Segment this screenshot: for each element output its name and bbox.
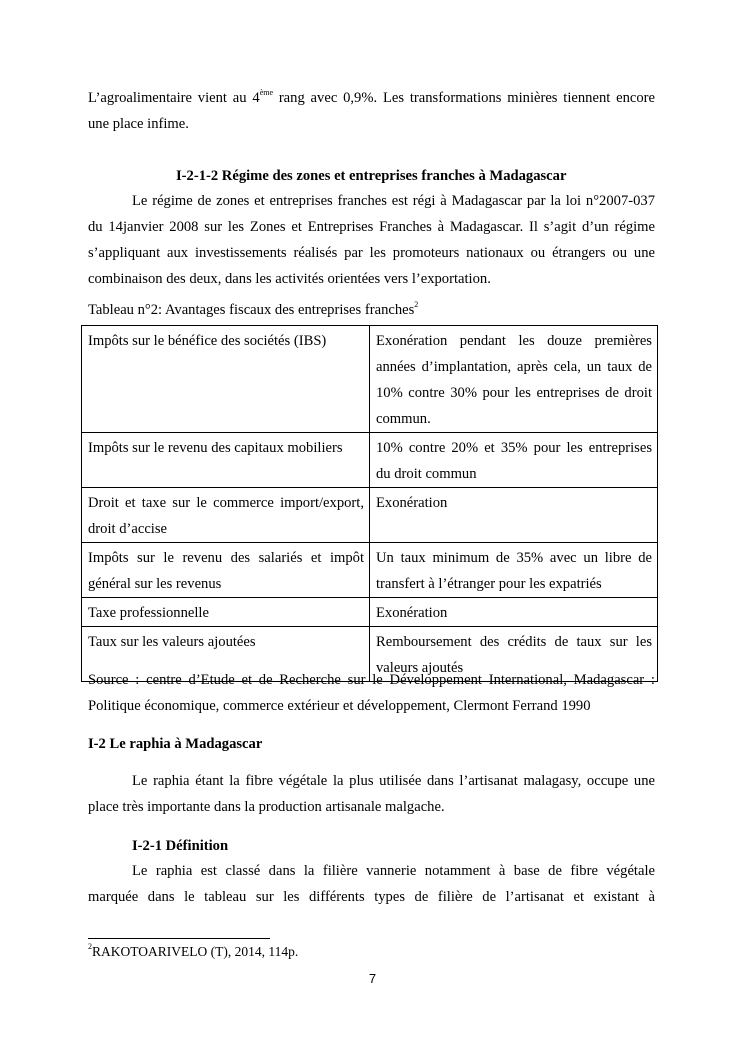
fiscal-advantages-table xyxy=(81,325,658,682)
paragraph-line: combinaison des deux, dans les activités orientées vers l’exportation. xyxy=(88,271,491,287)
paragraph-line: s’appliquant aux investissements réalisés par les promoteurs nationaux ou étrangers ou une xyxy=(88,245,655,261)
table-cell-advantage: Remboursement des crédits de taux sur les valeurs ajoutés xyxy=(370,627,658,682)
table-cell-tax: Impôts sur le revenu des salariés et impôt général sur les revenus xyxy=(82,543,370,598)
footnote-separator xyxy=(88,938,270,939)
table-cell-advantage: Exonération xyxy=(370,598,658,627)
table-caption: Tableau n°2: Avantages fiscaux des entreprises franches$^2$ xyxy=(88,300,419,318)
table-row xyxy=(82,543,658,598)
paragraph-line: Le raphia étant la fibre végétale la plus utilisée dans l’artisanat malagasy, occupe une xyxy=(132,773,655,789)
table-cell-advantage: 10% contre 20% et 35% pour les entreprises du droit commun xyxy=(370,433,658,488)
table-cell-advantage: Exonération pendant les douze premières années d’implantation, après cela, un taux de 10% contre 30% pour les entreprises de droit commun. xyxy=(370,326,658,433)
table-cell-tax: Taxe professionnelle xyxy=(82,598,370,627)
table-cell-advantage: Exonération xyxy=(370,488,658,543)
intro-line-1: L’agroalimentaire vient au 4ème rang avec 0,9%. Les transformations minières tiennent encore xyxy=(88,88,655,106)
table-row xyxy=(82,326,658,433)
paragraph-line: du 14janvier 2008 sur les Zones et Entreprises Franches à Madagascar. Il s’agit d’un régime xyxy=(88,219,655,235)
section-heading-i2: I-2 Le raphia à Madagascar xyxy=(88,736,263,752)
table-cell-tax: Impôts sur le bénéfice des sociétés (IBS) xyxy=(82,326,370,433)
table-cell-tax: Taux sur les valeurs ajoutées xyxy=(82,627,370,682)
page-number: 7 xyxy=(368,971,377,986)
section-heading-i21: I-2-1 Définition xyxy=(132,838,229,854)
footnote-mark: 2 xyxy=(88,942,92,951)
footnote: $^2$RAKOTOARIVELO (T), 2014, 114p. xyxy=(88,942,299,959)
intro-line-2: une place infime. xyxy=(88,116,189,132)
paragraph-line: Le régime de zones et entreprises franches est régi à Madagascar par la loi n°2007-037 xyxy=(132,193,655,209)
table-row xyxy=(82,598,658,627)
footnote-ref: 2 xyxy=(414,300,419,309)
table-row xyxy=(82,433,658,488)
table-cell-advantage: Un taux minimum de 35% avec un libre de transfert à l’étranger pour les expatriés xyxy=(370,543,658,598)
table-source-line: Source : centre d’Etude et de Recherche sur le Développement International, Madagascar : xyxy=(88,672,655,688)
paragraph-line: Le raphia est classé dans la filière vannerie notamment à base de fibre végétale xyxy=(132,863,655,879)
section-heading-1212: I-2-1-2 Régime des zones et entreprises franches à Madagascar xyxy=(176,168,567,184)
table-cell-tax: Droit et taxe sur le commerce import/export, droit d’accise xyxy=(82,488,370,543)
table-row xyxy=(82,488,658,543)
table-source-line: Politique économique, commerce extérieur et développement, Clermont Ferrand 1990 xyxy=(88,698,591,714)
paragraph-line: marquée dans le tableau sur les différents types de filière de l’artisanat et existant à xyxy=(88,889,655,905)
paragraph-line: place très importante dans la production artisanale malgache. xyxy=(88,799,445,815)
table-cell-tax: Impôts sur le revenu des capitaux mobiliers xyxy=(82,433,370,488)
superscript: ème xyxy=(259,88,274,97)
